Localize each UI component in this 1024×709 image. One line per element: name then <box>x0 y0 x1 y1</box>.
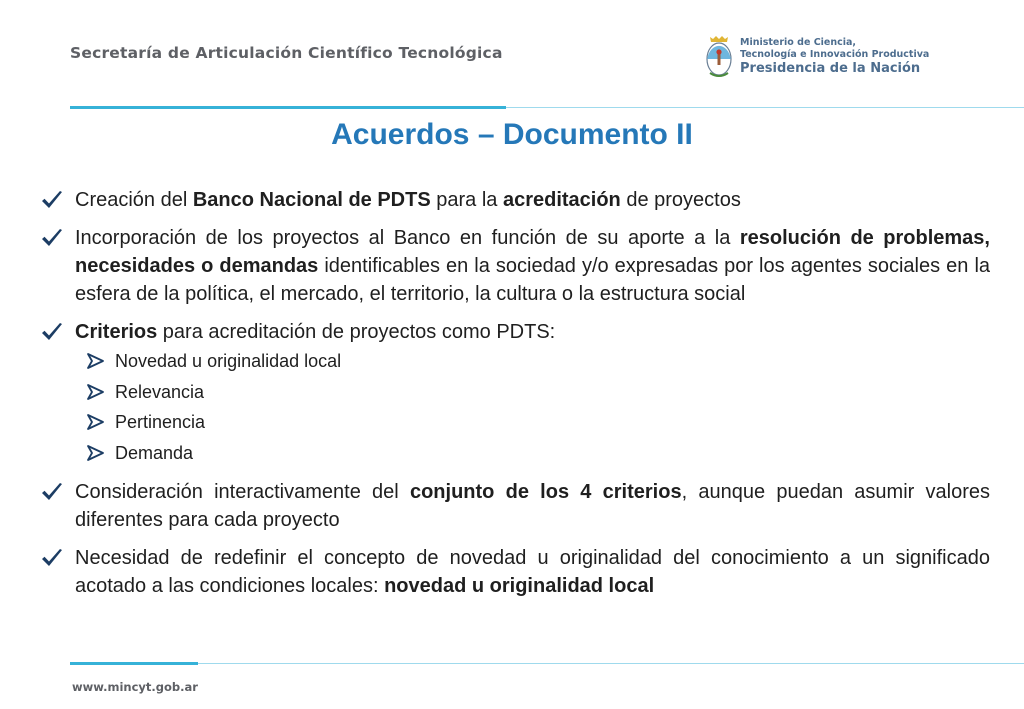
logo-line-2: Tecnología e Innovación Productiva <box>740 49 930 60</box>
sub-bullet-text: Pertinencia <box>115 412 206 432</box>
bullet-text-run: Consideración interactivamente del <box>75 480 410 503</box>
sub-bullet-text: Novedad u originalidad local <box>115 351 342 371</box>
slide-title: Acuerdos – Documento II <box>331 118 693 151</box>
bullet-text <box>75 547 990 597</box>
bullet-text-run: para la <box>430 189 503 211</box>
bullet-list <box>40 186 990 610</box>
bullet-item <box>40 544 990 600</box>
footer-url: www.mincyt.gob.ar <box>72 680 198 694</box>
logo-line-1: Ministerio de Ciencia, <box>740 37 857 48</box>
sub-bullet-text: Relevancia <box>115 381 205 402</box>
bullet-text-bold: resolución de problemas, necesidades o demandas <box>75 227 990 277</box>
logo-line-3: Presidencia de la Nación <box>740 61 921 76</box>
header-divider <box>70 106 506 109</box>
check-icon <box>40 481 64 503</box>
check-icon <box>40 547 64 569</box>
bullet-item <box>40 318 990 346</box>
check-icon <box>40 189 64 211</box>
arrow-right-icon <box>86 352 106 370</box>
footer-divider-thin <box>198 663 1024 664</box>
bullet-text-run: Necesidad de redefinir el concepto de novedad u originalidad del conocimiento a un significado acotado a las condiciones locales: <box>75 546 990 597</box>
arrow-right-icon <box>86 413 106 431</box>
bullet-text-bold: Criterios <box>75 321 158 343</box>
bullet-text-bold: conjunto de los 4 criterios <box>409 480 682 503</box>
footer-divider <box>70 662 198 665</box>
bullet-item <box>40 478 990 534</box>
ministry-logo <box>704 33 944 83</box>
bullet-text-run: , aunque puedan asumir valores diferentes para cada proyecto <box>75 480 991 531</box>
sub-bullet-item <box>40 381 990 403</box>
bullet-text-run: para acreditación de proyectos como PDTS: <box>157 321 556 343</box>
check-icon <box>40 321 64 343</box>
bullet-text-run: de proyectos <box>620 189 741 211</box>
sub-bullet-text: Demanda <box>115 442 194 463</box>
sub-bullet-item <box>40 442 990 464</box>
sub-bullet-item <box>40 411 990 433</box>
sub-bullet-item <box>40 350 990 372</box>
bullet-text-run: identificables en la sociedad y/o expresadas por los agentes sociales en la esfera de la política, el mercado, el territorio, la cultura o la estructura social <box>75 255 991 305</box>
bullet-text-bold: Banco Nacional de PDTS <box>192 189 431 211</box>
bullet-text-run: Creación del <box>75 189 193 211</box>
bullet-text <box>75 227 990 305</box>
check-icon <box>40 227 64 249</box>
bullet-item <box>40 186 990 214</box>
bullet-item <box>40 224 990 308</box>
bullet-text-bold: acreditación <box>502 189 621 211</box>
bullet-text <box>75 321 555 343</box>
arrow-right-icon <box>86 383 106 401</box>
arrow-right-icon <box>86 444 106 462</box>
bullet-text <box>75 481 990 531</box>
header-divider-thin <box>506 107 1024 108</box>
coat-of-arms-icon <box>704 33 734 81</box>
bullet-text-bold: novedad u originalidad local <box>384 574 655 597</box>
header-title: Secretaría de Articulación Científico Tecnológica <box>70 44 503 62</box>
bullet-text <box>75 189 741 211</box>
bullet-text-run: Incorporación de los proyectos al Banco en función de su aporte a la <box>75 227 740 249</box>
